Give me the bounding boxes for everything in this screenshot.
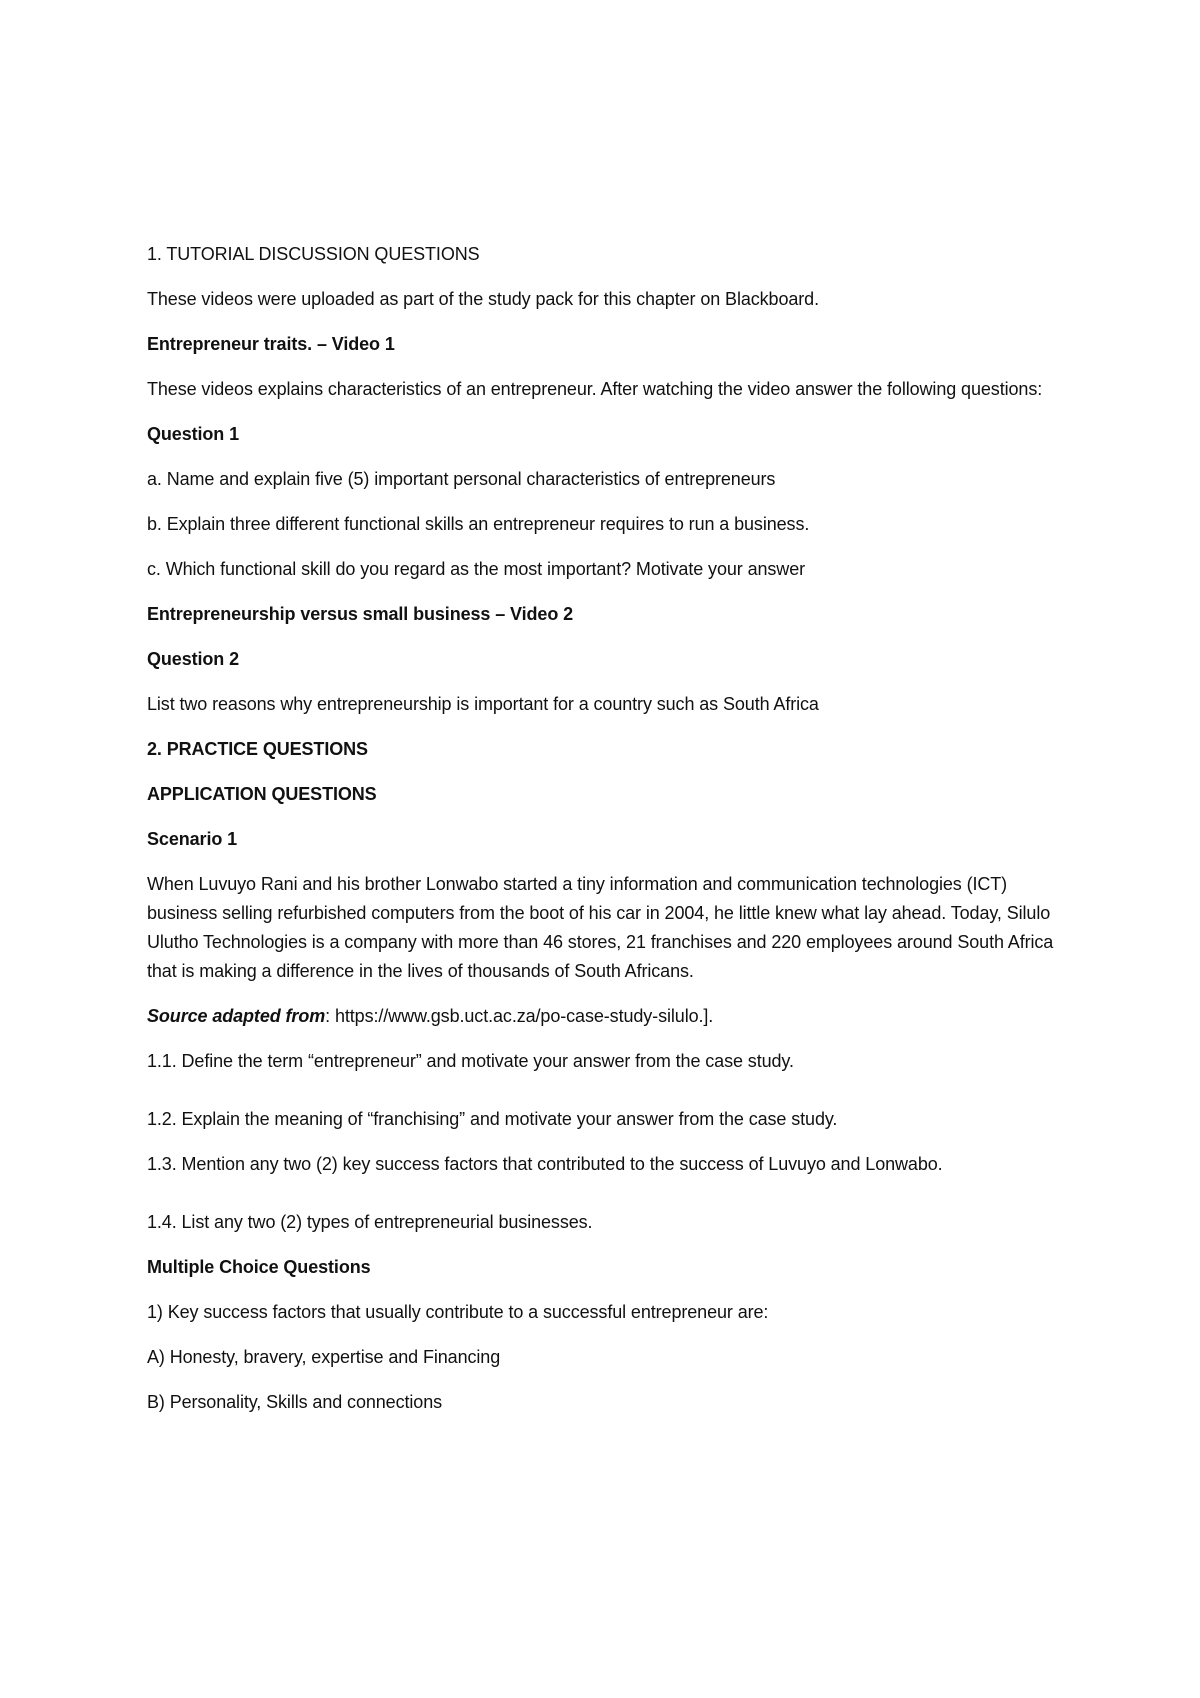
application-heading: APPLICATION QUESTIONS [147, 784, 377, 804]
scenario-text: When Luvuyo Rani and his brother Lonwabo started a tiny information and communication technologies (ICT) business selling refurbished computers from the boot of his car in 2004, he little knew what lay ahead. Today, Silulo Ulutho Technologies is a company with more than 46 stores, 21 franchises and 220 employees around South Africa that is making a difference in the lives of thousands of South Africans. [147, 874, 1054, 981]
question2-heading: Question 2 [147, 649, 240, 669]
question1-item-b: b. Explain three different functional skills an entrepreneur requires to run a business. [147, 514, 810, 534]
video1-heading: Entrepreneur traits. – Video 1 [147, 334, 395, 354]
scenario-heading: Scenario 1 [147, 829, 238, 849]
mcq-heading: Multiple Choice Questions [147, 1257, 371, 1277]
question1-item-c: c. Which functional skill do you regard as the most important? Motivate your answer [147, 559, 805, 579]
question-1-3: 1.3. Mention any two (2) key success factors that contributed to the success of Luvuyo and Lonwabo. [147, 1154, 943, 1174]
video1-text: These videos explains characteristics of an entrepreneur. After watching the video answer the following questions: [147, 379, 1043, 399]
section-heading-tutorial: 1. TUTORIAL DISCUSSION QUESTIONS [147, 244, 480, 264]
video2-heading: Entrepreneurship versus small business – Video 2 [147, 604, 574, 624]
source-text: : https://www.gsb.uct.ac.za/po-case-study-silulo.]. [325, 1006, 714, 1026]
document-body [147, 240, 1077, 1433]
question-1-2: 1.2. Explain the meaning of “franchising” and motivate your answer from the case study. [147, 1109, 838, 1129]
question-1-4: 1.4. List any two (2) types of entrepreneurial businesses. [147, 1212, 593, 1232]
question2-text: List two reasons why entrepreneurship is important for a country such as South Africa [147, 694, 819, 714]
mcq1-question: 1) Key success factors that usually contribute to a successful entrepreneur are: [147, 1302, 769, 1322]
mcq1-option-b: B) Personality, Skills and connections [147, 1392, 443, 1412]
intro-text: These videos were uploaded as part of the study pack for this chapter on Blackboard. [147, 289, 819, 309]
mcq1-option-a: A) Honesty, bravery, expertise and Financing [147, 1347, 501, 1367]
source-line [147, 1002, 1077, 1031]
question-1-1: 1.1. Define the term “entrepreneur” and motivate your answer from the case study. [147, 1051, 794, 1071]
question1-heading: Question 1 [147, 424, 240, 444]
section-heading-practice: 2. PRACTICE QUESTIONS [147, 739, 368, 759]
question1-item-a: a. Name and explain five (5) important personal characteristics of entrepreneurs [147, 469, 776, 489]
source-label: Source adapted from [147, 1006, 326, 1026]
